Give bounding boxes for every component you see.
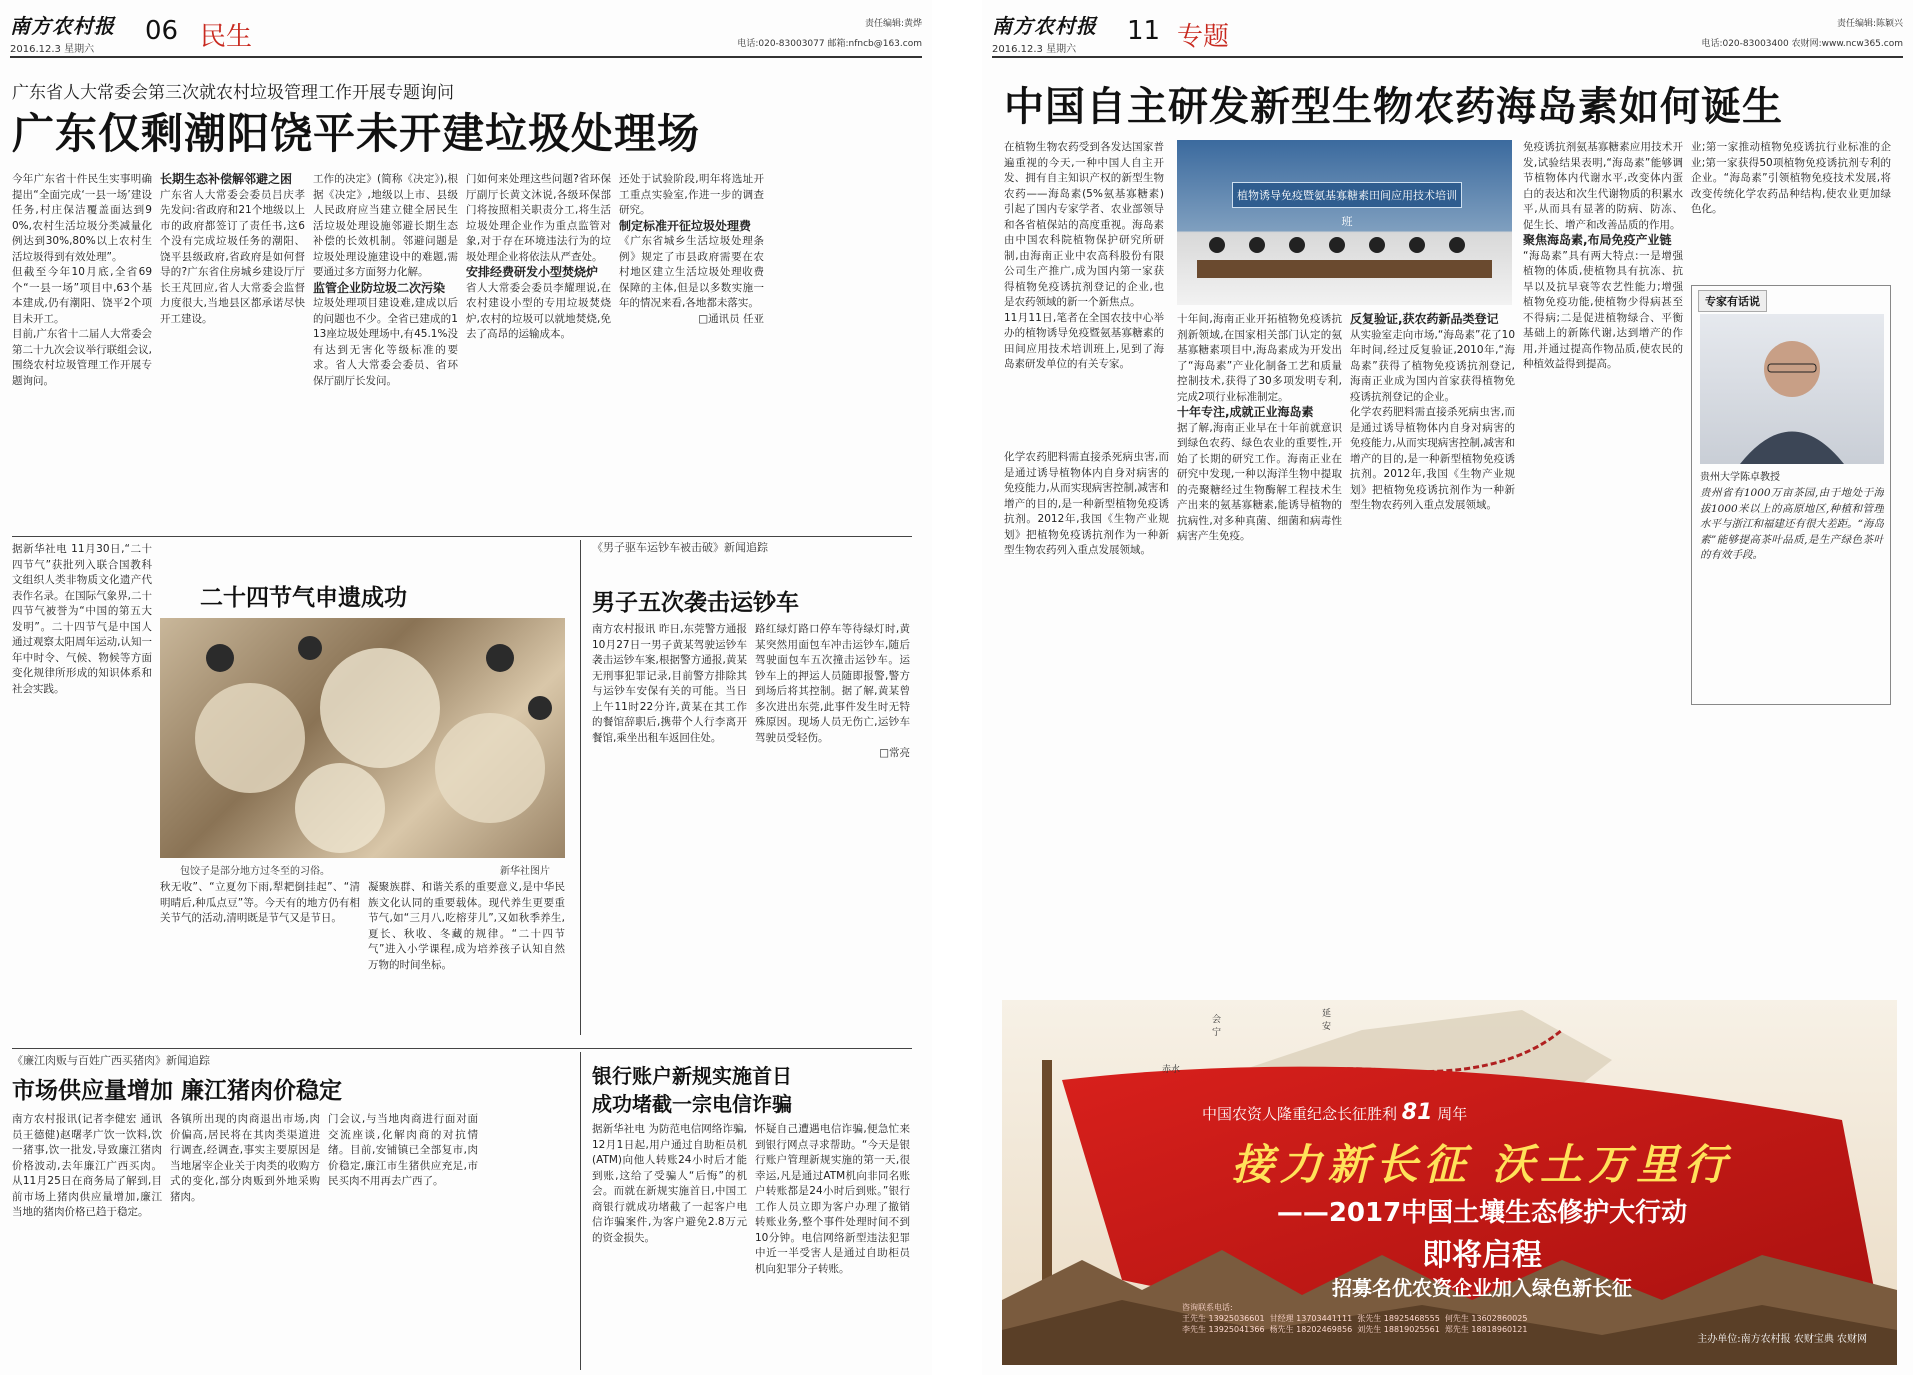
expert-portrait — [1700, 314, 1884, 464]
bank-col-1: 据新华社电 为防范电信网络诈骗,12月1日起,用户通过自助柜员机(ATM)向他人转账24小时后才能到账,这给了受骗人“后悔”的机会。而就在新规实施首日,中国工商银行就成功堵截了一起客户电信诈骗案件,为客户避免2.8万元的资金损失。 — [592, 1123, 747, 1244]
photo-illustration — [1177, 140, 1512, 305]
robbery-headline: 男子五次袭击运钞车 — [592, 590, 799, 616]
photo-caption: 包饺子是部分地方过冬至的习俗。 — [180, 866, 330, 877]
training-photo — [1177, 140, 1512, 305]
issue-date: 2016.12.3 星期六 — [992, 44, 1077, 55]
feature-headline: 中国自主研发新型生物农药海岛素如何诞生 — [1004, 84, 1783, 130]
page-gutter — [932, 0, 982, 1375]
pork-col-2: 各镇所出现的肉商退出市场,肉价偏高,居民将在其肉类渠道进行调查,经调查,事实主要原因是当地屠宰企业关于肉类的收购方式的变化,部分肉贩到外地采购猪肉。 — [170, 1113, 320, 1203]
lead-kicker: 广东省人大常委会第三次就农村垃圾管理工作开展专题询问 — [12, 83, 454, 103]
long-march-advertisement: 会宁 延安 赤水 中国农资人隆重纪念长征胜利 81 周年 接力新长征 沃土万里行 ——2017中国土壤生态修护大行动 即将启程 招募名优农资企业加入绿色新长征 咨询联系电话: 王先生 13925036601 甘经理 13703441111 张先生 18925468555 何先生 13602860025 李先生 13925041366 杨先生 18202469856 刘先生 18819025561 郑先生 18818960121 主办单位:南方农村报 农财宝典 农财网 — [1002, 1000, 1897, 1365]
solar-col-3: 凝聚族群、和谐关系的重要意义,是中华民族文化认同的重要载体。现代养生更要重节气,如“三月八,吃榕芽儿”,又如秋季养生,夏长、秋收、冬藏的规律。“二十四节气”进入小学课程,成为培养孩子认知自然万物的时间坐标。 — [368, 881, 565, 971]
lead-col-3: 工作的决定》(简称《决定》),根据《决定》,地级以上市、县级人民政府应当建立健全居民生活垃圾处理设施邻避长期生态补偿的长效机制。邻避问题是垃圾处理设施建设中的难题,需要通过多方面努力化解。 监管企业防垃圾二次污染 垃圾处理项目建设难,建成以后的问题也不少。全省已建成的113座垃圾处理场中,有45.1%没有达到无害化等级标准的要求。省人大常委会委员、省环保厅副厅长发问。 — [313, 173, 458, 387]
expert-caption: 贵州大学陈卓教授 — [1700, 472, 1780, 483]
robbery-col-2: 路红绿灯路口停车等待绿灯时,黄某突然用面包车冲击运钞车,随后驾驶面包车五次撞击运钞车。运钞车上的押运人员随即报警,警方到场后将其控制。据了解,黄某曾多次进出东莞,此事件发生时无特殊原因。现场人员无伤亡,运钞车驾驶员受轻伤。 □常亮 — [755, 623, 910, 759]
solar-col-2: 秋无收”、“立夏勿下雨,犁耙倒挂起”、“清明晴后,种瓜点豆”等。今天有的地方仍有相关节气的活动,清明既是节气又是节日。 — [160, 881, 360, 924]
ad-contacts: 咨询联系电话: 王先生 13925036601 甘经理 13703441111 张先生 18925468555 何先生 13602860025 李先生 13925041366 杨先生 18202469856 刘先生 18819025561 郑先生 18818960121 — [1182, 1303, 1528, 1334]
lead-col-2: 长期生态补偿解邻避之困 广东省人大常委会委员吕庆孝先发问:省政府和21个地级以上市的政府都签订了责任书,这6个没有完成垃圾任务的潮阳、饶平县级政府,省政府是如何督导的?广东省住房城乡建设厅厅长王芃回应,省人大常委会监督力度很大,当地县区都承诺尽快开工建设。 — [160, 172, 305, 325]
newspaper-page-06 — [0, 0, 932, 1375]
divider — [12, 1048, 912, 1049]
pork-col-1: 南方农村报讯(记者李健宏 通讯员王德健)赵曙孝广饮一饮料,饮一猪事,饮一批发,导致廉江猪肉价格波动,去年廉江广西买肉。从11月25日在商务局了解到,目前市场上猪肉供应量增加,廉江当地的猪肉价格已趋于稳定。 — [12, 1113, 162, 1218]
divider — [12, 536, 912, 537]
solar-headline: 二十四节气申遗成功 — [200, 585, 407, 611]
divider-vertical — [580, 1052, 581, 1370]
page-header — [992, 10, 1903, 58]
dumplings-photo — [160, 618, 565, 858]
page-header — [10, 10, 922, 58]
solar-col-1: 据新华社电 11月30日,“二十四节气”获批列入联合国教科文组织人类非物质文化遗产代表作名录。在国际气象界,二十四节气被誉为“中国的第五大发明”。二十四节气是中国人通过观察太阳周年运动,认知一年中时令、气候、物候等方面变化规律所形成的知识体系和社会实践。 — [12, 543, 152, 695]
ad-organizer: 主办单位:南方农村报 农财宝典 农财网 — [1697, 1334, 1867, 1345]
feature-col-2: 十年间,海南正业开拓植物免疫诱抗剂新领域,在国家相关部门认定的氨基寡糖素项目中,海岛素成为开发出了“海岛素”产业化制备工艺和质量控制技术,获得了30多项发明专利,完成2项行业标准制定。 十年专注,成就正业海岛素 据了解,海南正业早在十年前就意识到绿色农药、绿色农业的重要性,开始了长期的研究工作。海南正业在研究中发现,一种以海洋生物中提取的壳聚糖经过生物酶解工程技术生产出来的氨基寡糖素,能诱导植物的抗病性,对多种真菌、细菌和病毒性病害产生免疫。 — [1177, 313, 1342, 542]
expert-box — [1691, 285, 1891, 705]
ad-title: ——2017中国土壤生态修护大行动 — [1276, 1198, 1688, 1228]
masthead-logo: 南方农村报 — [10, 14, 115, 38]
feature-col-5: 业;第一家推动植物免疫诱抗行业标准的企业;第一家获得50项植物免疫诱抗剂专利的企业。“海岛素”引领植物免疫技术发展,将改变传统化学农药品种结构,使农业更加绿色化。 — [1691, 141, 1891, 215]
feature-col-3: 反复验证,获农药新品类登记 从实验室走向市场,“海岛素”花了10年时间,经过反复验证,2010年,“海岛素”获得了植物免疫诱抗剂登记,海南正业成为国内首家获得植物免疫诱抗剂登记的企业。 化学农药肥料需直接杀死病虫害,而是通过诱导植物体内自身对病害的免疫能力,从而实现病害控制,减害和增产的目的,是一种新型植物免疫诱抗剂。2012年,我国《生物产业规划》把植物免疫诱抗剂作为一种新型生物农药列入重点发展领域。 — [1350, 312, 1515, 511]
photo-illustration — [160, 618, 565, 858]
lead-col-1: 今年广东省十件民生实事明确提出“全面完成‘一县一场’建设任务,村庄保洁覆盖面达到90%,农村生活垃圾分类减量化例达到30%,80%以上农村生活垃圾得到有效处理”。 但截至今年10月底,全省69个“一县一场”项目中,63个基本建成,仍有潮阳、饶平2个项目未开工。 目前,广东省十二届人大常委会第二十九次会议举行联组会议,围绕农村垃圾管理工作开展专题询问。 — [12, 173, 152, 387]
section-name: 专题 — [1177, 22, 1230, 52]
newspaper-page-11 — [982, 0, 1913, 1375]
lead-col-4: 门如何来处理这些问题?省环保厅副厅长黄文沐说,各级环保部门将按照相关职责分工,将生活垃圾处理企业作为重点监管对象,对于存在环境违法行为的垃圾处理企业将依法从严查处。 安排经费研发小型焚烧炉 省人大常委会委员李耀理说,在农村建设小型的专用垃圾焚烧炉,农村的垃圾可以就地焚烧,免去了高昂的运输成本。 — [466, 173, 611, 340]
pork-kicker: 《廉江肉贩与百姓广西买猪肉》新闻追踪 — [12, 1054, 210, 1067]
ad-slogan: 接力新长征 沃土万里行 — [1231, 1140, 1733, 1189]
lead-col-5: 还处于试验阶段,明年将选址开工重点实验室,作进一步的调查研究。 制定标准开征垃圾处理费 《广东省城乡生活垃圾处理条例》规定了市县政府需要在农村地区建立生活垃圾处理收费保障的主体,但是以多数实施一年的情况来看,各地都未落实。 □通讯员 任亚 — [619, 173, 764, 325]
issue-date: 2016.12.3 星期六 — [10, 44, 95, 55]
editor-info: 责任编辑:陈颖兴 电话:020-83003400 农财网:www.ncw365.com — [1701, 19, 1903, 49]
robbery-kicker: 《男子驱车运钞车被击破》新闻追踪 — [592, 541, 768, 554]
masthead-logo: 南方农村报 — [992, 14, 1097, 38]
lead-headline: 广东仅剩潮阳饶平未开建垃圾处理场 — [12, 109, 701, 158]
pork-col-3: 门会议,与当地肉商进行面对面交流座谈,化解肉商的对抗情绪。目前,安铺镇已全部复市,肉价稳定,廉江市生猪供应充足,市民买肉不用再去广西了。 — [328, 1113, 478, 1187]
divider-vertical — [580, 540, 581, 1035]
page-number: 11 — [1127, 16, 1161, 46]
training-banner: 植物诱导免疫暨氨基寡糖素田间应用技术培训班 — [1232, 182, 1462, 208]
editor-info: 责任编辑:黄烨 电话:020-83003077 邮箱:nfncb@163.com — [737, 19, 922, 49]
ad-recruit: 招募名优农资企业加入绿色新长征 — [1332, 1276, 1632, 1300]
section-name: 民生 — [200, 22, 253, 52]
feature-col-1b: 化学农药肥料需直接杀死病虫害,而是通过诱导植物体内自身对病害的免疫能力,从而实现病害控制,减害和增产的目的,是一种新型植物免疫诱抗剂。2012年,我国《生物产业规划》把植物免疫诱抗剂作为一种新型生物农药列入重点发展领域。 — [1004, 451, 1169, 556]
person-icon — [1700, 314, 1884, 464]
ad-launch: 即将启程 — [1422, 1238, 1542, 1273]
robbery-col-1: 南方农村报讯 昨日,东莞警方通报10月27日一男子黄某驾驶运钞车袭击运钞车案,根据警方通报,黄某无刑事犯罪记录,目前警方排除其与运钞车安保有关的可能。当日上午11时22分许,黄某在其工作的餐馆辞职后,携带个人行李离开餐馆,乘坐出租车返回住处。 — [592, 623, 747, 744]
expert-quote: 贵州省有1000万亩茶园,由于地处于海拔1000米以上的高原地区,种植和管理水平与浙江和福建还有很大差距。“海岛素”能够提高茶叶品质,是生产绿色茶叶的有效手段。 — [1700, 487, 1884, 561]
ad-line1: 中国农资人隆重纪念长征胜利 81 周年 — [1202, 1100, 1468, 1125]
photo-credit: 新华社图片 — [500, 866, 550, 877]
page-number: 06 — [145, 16, 179, 46]
feature-col-1: 在植物生物农药受到各发达国家普遍重视的今天,一种中国人自主开发、拥有自主知识产权的新型生物农药——海岛素(5%氨基寡糖素)引起了国内专家学者、农业部领导和各省植保站的高度重视。海岛素由中国农科院植物保护研究所研制,由海南正业中农高科股份有限公司生产推广,成为国内第一家获得植物免疫诱抗剂登记的企业,也是农药领域的新一个新焦点。 11月11日,笔者在全国农技中心举办的植物诱导免疫暨氨基寡糖素的田间应用技术培训班上,见到了海岛素研发单位的有关专家。 — [1004, 141, 1164, 370]
expert-label: 专家有话说 — [1698, 290, 1767, 312]
bank-headline: 银行账户新规实施首日 成功堵截一宗电信诈骗 — [592, 1064, 792, 1116]
feature-col-4: 免疫诱抗剂氨基寡糖素应用技术开发,试验结果表明,“海岛素”能够调节植物体内代谢水平,改变体内蛋白的表达和次生代谢物质的积累水平,从而具有显著的防病、防冻、促生长、增产和改善品质的作用。 聚焦海岛素,布局免疫产业链 “海岛素”具有两大特点:一是增强植物的体质,使植物具有抗冻、抗旱以及抗早衰等农艺性能力;增强植物免疫功能,使植物少得病甚至不得病;二是促进植物绿合、平衡基础上的新陈代谢,达到增产的作用,并通过提高作物品质,使农民的种植效益得到提高。 — [1523, 141, 1683, 370]
bank-col-2: 怀疑自己遭遇电信诈骗,便急忙来到银行网点寻求帮助。“今天是银行账户管理新规实施的第一天,很幸运,凡是通过ATM机向非同名账户转账都是24小时后到账。”银行工作人员立即为客户办理了撤销转账业务,整个事件处理时间不到10分钟。电信网络新型违法犯罪中近一半受害人是通过自助柜员机向犯罪分子转账。 — [755, 1123, 910, 1275]
pork-headline: 市场供应量增加 廉江猪肉价稳定 — [12, 1078, 343, 1104]
